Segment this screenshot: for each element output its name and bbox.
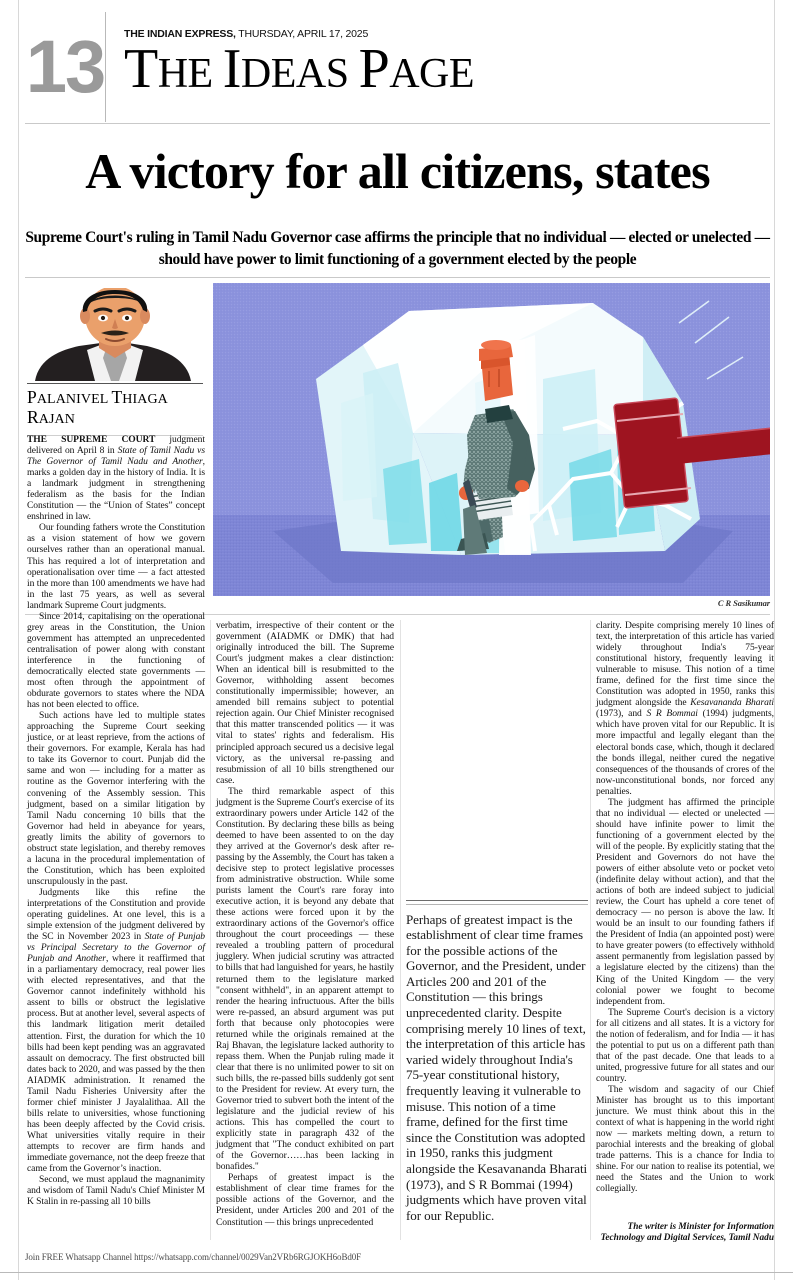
author-name-cap3: R	[27, 406, 39, 427]
section-title-deas: DEAS	[240, 51, 359, 97]
author-name-rest1: ALANIVEL	[36, 392, 112, 407]
paragraph: Judgments like this refine the interpretations of the Constitution and provide operating guidelines. At one level, this is a simple extension of the judgment delivered by the SC in November 2023 in State of Punjab vs Principal Secretary to the Governor of Punjab and Another, where it reaffirmed that in a parliamentary democracy, real power lies with elected representatives, and that the Governor cannot indefinitely withhold his assent to bills or obstruct the legislative process. But at another level, several aspects of this landmark litigation merit detailed attention. First, the duration for which the 10 bills had been kept pending was an aggravated assault on democracy. The first obstructed bill dates back to 2020, and was passed by the then AIADMK administration. It renamed the Tamil Nadu Fisheries University after the former chief minister J Jayalalithaa. All the bills relate to universities, whose functioning has been deeply affected by the Covid crisis. What universities vitally require in their attempts to recover are firm hands and immediate governance, not the deep freeze that came from the Governor’s inaction.	[27, 886, 205, 1175]
paragraph: THE SUPREME COURT judgment delivered on April 8 in State of Tamil Nadu vs The Governor of Tamil Nadu and Another, marks a golden day in the history of India. It is a landmark judgment in strengthening federalism as the basis for the Indian Constitution — the “Union of States” concept enshrined in law.	[27, 434, 205, 523]
illustration-credit: C R Sasikumar	[717, 598, 770, 608]
page-number: 13	[25, 25, 105, 108]
masthead-text	[106, 12, 770, 122]
author-divider-top	[27, 383, 203, 384]
column-rule-1	[210, 620, 211, 1240]
article-subhead: Supreme Court's ruling in Tamil Nadu Governor case affirms the principle that no individual — elected or unelected — should have power to limit functioning of a government elected by the people	[25, 229, 770, 268]
article-illustration	[213, 283, 770, 596]
body-column-1	[27, 434, 205, 1207]
section-title-age: AGE	[389, 51, 475, 97]
paragraph	[406, 620, 584, 631]
author-block	[27, 288, 203, 436]
author-name-rest3: AJAN	[38, 411, 75, 427]
section-title-t: T	[124, 38, 158, 100]
body-column-2	[216, 620, 394, 1228]
section-title-he: HE	[157, 51, 223, 97]
paragraph: clarity. Despite comprising merely 10 lines of text, the interpretation of this article has varied widely throughout India's 75-year constitutional history, frequently leaving it vulnerable to misuse. This notion of a time frame, defined for the first time since the Constitution was adopted in 1950, ranks this judgment alongside the Kesavananda Bharati (1973), and S R Bommai (1994) judgments, which have proven vital for our Republic. It is more impactful and legally elegant than the electoral bonds case, which, though it declared the bonds illegal, neither cured the negative consequences of the thousands of crores of the now-unconstitutional bonds, nor forced any penalties.	[596, 620, 774, 797]
paragraph: The Supreme Court's decision is a victory for all citizens and all states. It is a victory for the notion of federalism, and for India — it has the potential to put us on a different path than that of the past decade. One that leads to a united, progressive future for all states and our country.	[596, 1006, 774, 1084]
author-name-cap1: P	[27, 387, 37, 407]
masthead	[25, 12, 770, 122]
paragraph: Such actions have led to multiple states approaching the Supreme Court seeking justice, or at least reprieve, from the actions of their governors. For example, Kerala has had to take its Governor to court. Punjab did the same and won — including for a matter as routine as the Governor interfering with the convening of the Assembly session. This judgment, based on a similar litigation by Tamil Nadu concerning 10 bills that the Governor had held in abeyance for years, greatly limits the ability of governors to obstruct state legislation, and thereby removes a lacuna in the procedural implementation of the Constitution, which has been exploited unscrupulously in the past.	[27, 710, 205, 887]
paragraph: The third remarkable aspect of this judgment is the Supreme Court's exercise of its extraordinary powers under Article 142 of the Constitution. By declaring these bills as being deemed to have been assented to on the day they arrived at the Governor's desk after re-passing by the Assembly, the Court has taken a decisive step to protect legislative processes from administrative obstruction. While some purists lament the Court's rare foray into executive action, it is beyond any debate that these actions were forced upon it by the extraordinary actions of the Governor's office throughout the court proceedings — these revealed a troubling pattern of procedural jugglery. When judicial scrutiny was attracted to bills that had languished for years, he hastily returned them to the legislature marked "consent withheld", in an apparent attempt to render the hearing infructuous. After the bills were re-passed, an absurd argument was put forth that because only photocopies were returned while the originals remained at the Raj Bhavan, the legislature lacked authority to repass them. When the Punjab ruling made it clear that there is no unlimited power to sit on such bills, the re-passed bills suddenly got sent to the President for review. At every turn, the Governor tried to subvert both the intent of the legislature and the judicial review of his actions. This has compelled the court to explicitly state in paragraph 432 of the judgment that "The conduct exhibited on part of the Governor……has been lacking in bonafides."	[216, 785, 394, 1173]
paragraph: Perhaps of greatest impact is the establishment of clear time frames for the possible actions of the Governor, and the President, under Articles 200 and 201 of the Constitution — this brings unprecedented	[216, 1172, 394, 1228]
author-name-rest2: HIAGA	[122, 392, 168, 407]
section-title	[124, 38, 770, 100]
author-signoff: The writer is Minister for Information Technology and Digital Services, Tamil Nadu	[600, 1222, 774, 1244]
masthead-divider	[25, 123, 770, 124]
paragraph: verbatim, irrespective of their content or the government (AIADMK or DMK) that had originally introduced the bill. The Supreme Court's judgment makes a clear distinction: When an identical bill is resubmitted to the Governor, withholding assent becomes constitutionally impermissible; however, an amended bill remains subject to potential rejection again. Our Chief Minister recognised that this matter transcended politics — it was vital to states' rights and federalism. His principled approach secured us a decisive legal victory, as the universal re-passing and resubmission of all 10 bills strengthened our case.	[216, 620, 394, 786]
body-column-3	[406, 620, 584, 631]
section-title-i: I	[222, 38, 241, 100]
paragraph: Second, we must applaud the magnanimity and wisdom of Tamil Nadu's Chief Minister M K Stalin in re-passing all 10 bills	[27, 1174, 205, 1208]
section-title-p: P	[358, 38, 390, 100]
body-column-4	[596, 620, 774, 1194]
publication-name: THE INDIAN EXPRESS,	[124, 28, 236, 40]
author-name-cap2: T	[111, 387, 123, 407]
paragraph: The judgment has affirmed the principle that no individual — elected or unelected — should have infinite power to limit the functioning of a government elected by the will of the people. By explicitly stating that the President and Governors do not have the powers of either absolute veto or pocket veto (indefinite delay without action), and that the actions of both are indeed subject to judicial review, the Court has upheld a core tenet of democracy — no person is above the law. It would be an insult to our founding fathers if the President of India (an appointed post) were to have greater powers (to effectively withhold assent permanently from legislation passed by a legislature elected by the citizens) than the King of the United Kingdom — the very colonial power we fought to become independent from.	[596, 796, 774, 1007]
pull-quote-text: Perhaps of greatest impact is the establishment of clear time frames for the possible actions of the Governor, and the President, under Articles 200 and 201 of the Constitution — this brings unprecedented clarity. Despite comprising merely 10 lines of text, the interpretation of this article has varied widely throughout India's 75-year constitutional history, frequently leaving it vulnerable to misuse. This notion of a time frame, defined for the first time since the Constitution was adopted in 1950, ranks this judgment alongside the Kesavananda Bharati (1973), and S R Bommai (1994) judgments which have proven vital for our Republic.	[406, 911, 588, 1223]
paragraph: The wisdom and sagacity of our Chief Minister has brought us to this important juncture. We must think about this in the context of what is happening in the world right now — markets melting down, a return to parochial interests and the breaking of global trade patterns. This is a chance for India to shine. For our nation to realise its potential, we need the States and the Union to work collegially.	[596, 1083, 774, 1195]
paragraph: Our founding fathers wrote the Constitution as a vision statement of how we govern ourselves rather than an operational manual. This has required a lot of interpretation and operationalisation over time — a fact attested in the more than 100 amendments we have had in the last 75 years, as well as several landmark Supreme Court judgments.	[27, 522, 205, 611]
author-name	[27, 388, 203, 427]
column-rule-2	[400, 620, 401, 1240]
pull-quote-rule	[406, 900, 588, 905]
page-edge-left	[18, 0, 19, 1280]
author-portrait	[27, 288, 203, 381]
column-rule-3	[590, 620, 591, 1240]
footer-watermark: Join FREE Whatsapp Channel https://whatsapp.com/channel/0029Van2VRb6RGJOKH6oBd0F	[25, 1252, 362, 1262]
publication-date: THURSDAY, APRIL 17, 2025	[235, 28, 369, 40]
subhead-divider	[25, 277, 770, 278]
paragraph: Since 2014, capitalising on the operational grey areas in the Constitution, the Union government has attempted an unprecedented centralisation of power along with constant interference in the functioning of democratically elected state governments — most often through the appointment of obdurate governors to states where the NDA has not been elected to office.	[27, 610, 205, 711]
page-edge-right	[774, 0, 775, 1280]
page-title: A victory for all citizens, states	[85, 143, 710, 199]
dateline	[124, 28, 770, 40]
footer-divider	[0, 1272, 793, 1273]
pull-quote	[406, 900, 588, 1223]
page-folio	[25, 12, 106, 122]
